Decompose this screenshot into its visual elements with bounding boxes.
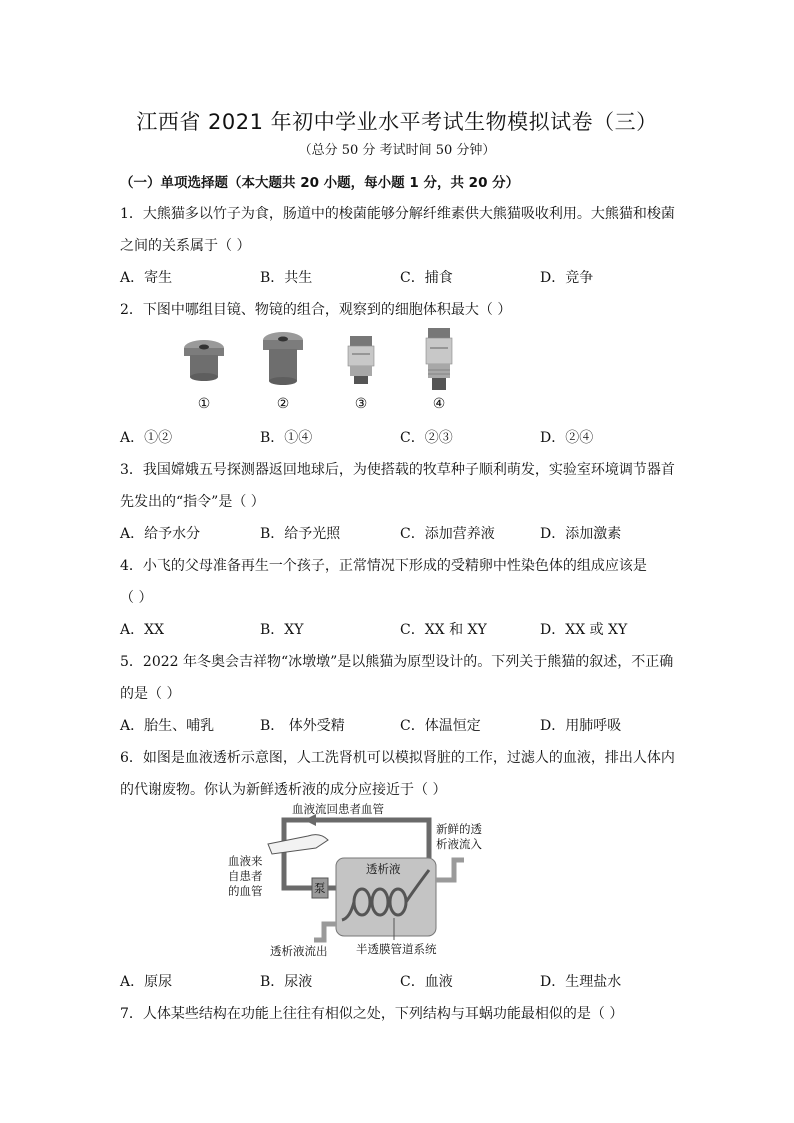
eyepiece-1-image: [184, 340, 224, 381]
objective-4-image: [426, 328, 452, 390]
question-7-text-line1: 7．人体某些结构在功能上往往有相似之处，下列结构与耳蜗功能最相似的是（ ）: [120, 1006, 624, 1022]
question-2-option-a: A．①②: [120, 430, 173, 446]
question-4-option-d: D．XX 或 XY: [540, 622, 628, 638]
question-4-text-line1: 4．小飞的父母准备再生一个孩子，正常情况下形成的受精卵中性染色体的组成应该是: [120, 558, 647, 574]
lens-figure: [170, 328, 470, 416]
label-dialysate-out: 透析液流出: [270, 944, 328, 958]
question-5-option-a: A．胎生、哺乳: [120, 718, 215, 734]
question-2-text-line1: 2．下图中哪组目镜、物镜的组合，观察到的细胞体积最大（ ）: [120, 302, 512, 318]
dialysis-diagram: [224, 800, 524, 960]
question-4-option-c: C．XX 和 XY: [400, 622, 487, 638]
question-5-option-c: C．体温恒定: [400, 718, 481, 734]
lens-label-2: ②: [276, 396, 290, 412]
question-2-option-d: D．②④: [540, 430, 594, 446]
question-5-option-d: D．用肺呼吸: [540, 718, 622, 734]
question-3-option-b: B．给予光照: [260, 526, 341, 542]
eyepiece-2-image: [263, 332, 303, 385]
label-pump: 泵: [314, 881, 326, 895]
question-2-option-b: B．①④: [260, 430, 313, 446]
question-6-option-a: A．原尿: [120, 974, 173, 990]
label-membrane-tubing: 半透膜管道系统: [356, 942, 437, 956]
question-3-option-a: A．给予水分: [120, 526, 201, 542]
objective-3-image: [348, 336, 374, 384]
page-subtitle: （总分 50 分 考试时间 50 分钟）: [298, 143, 496, 158]
lens-label-3: ③: [354, 396, 368, 412]
label-fresh-dialysate-in: 新鲜的透析液流入: [436, 822, 482, 851]
question-3-option-d: D．添加激素: [540, 526, 622, 542]
question-1-option-c: C．捕食: [400, 270, 453, 286]
question-1-text-line1: 1．大熊猫多以竹子为食，肠道中的梭菌能够分解纤维素供大熊猫吸收利用。大熊猫和梭菌: [120, 206, 675, 222]
question-3-text-line1: 3．我国嫦娥五号探测器返回地球后，为使搭载的牧草种子顺利萌发，实验室环境调节器首: [120, 462, 675, 478]
lens-images: [170, 328, 470, 394]
section-heading: （一）单项选择题（本大题共 20 小题，每小题 1 分，共 20 分）: [120, 175, 520, 191]
question-4-text-line2: （ ）: [120, 590, 153, 606]
label-blood-return: 血液流回患者血管: [292, 802, 384, 816]
question-6-option-c: C．血液: [400, 974, 453, 990]
label-blood-from-patient: 血液来自患者的血管: [228, 854, 263, 898]
question-5-text-line1: 5．2022 年冬奥会吉祥物“冰墩墩”是以熊猫为原型设计的。下列关于熊猫的叙述，不正确: [120, 654, 674, 670]
page-title: 江西省 2021 年初中学业水平考试生物模拟试卷（三）: [136, 110, 658, 134]
question-4-option-b: B．XY: [260, 622, 304, 638]
question-6-text-line2: 的代谢废物。你认为新鲜透析液的成分应接近于（ ）: [120, 782, 447, 798]
question-2-option-c: C．②③: [400, 430, 453, 446]
question-4-option-a: A．XX: [120, 622, 165, 638]
question-1-option-a: A．寄生: [120, 270, 173, 286]
question-5-text-line2: 的是（ ）: [120, 686, 181, 702]
question-5-option-b: B． 体外受精: [260, 718, 345, 734]
question-3-text-line2: 先发出的“指令”是（ ）: [120, 494, 265, 510]
label-dialysate-tank: 透析液: [366, 862, 401, 876]
question-3-option-c: C．添加营养液: [400, 526, 495, 542]
question-6-option-b: B．尿液: [260, 974, 313, 990]
lens-label-1: ①: [197, 396, 211, 412]
question-1-text-line2: 之间的关系属于（ ）: [120, 238, 251, 254]
question-1-option-b: B．共生: [260, 270, 313, 286]
question-6-option-d: D．生理盐水: [540, 974, 622, 990]
lens-label-4: ④: [432, 396, 446, 412]
question-6-text-line1: 6．如图是血液透析示意图，人工洗肾机可以模拟肾脏的工作，过滤人的血液，排出人体内: [120, 750, 675, 766]
question-1-option-d: D．竞争: [540, 270, 594, 286]
